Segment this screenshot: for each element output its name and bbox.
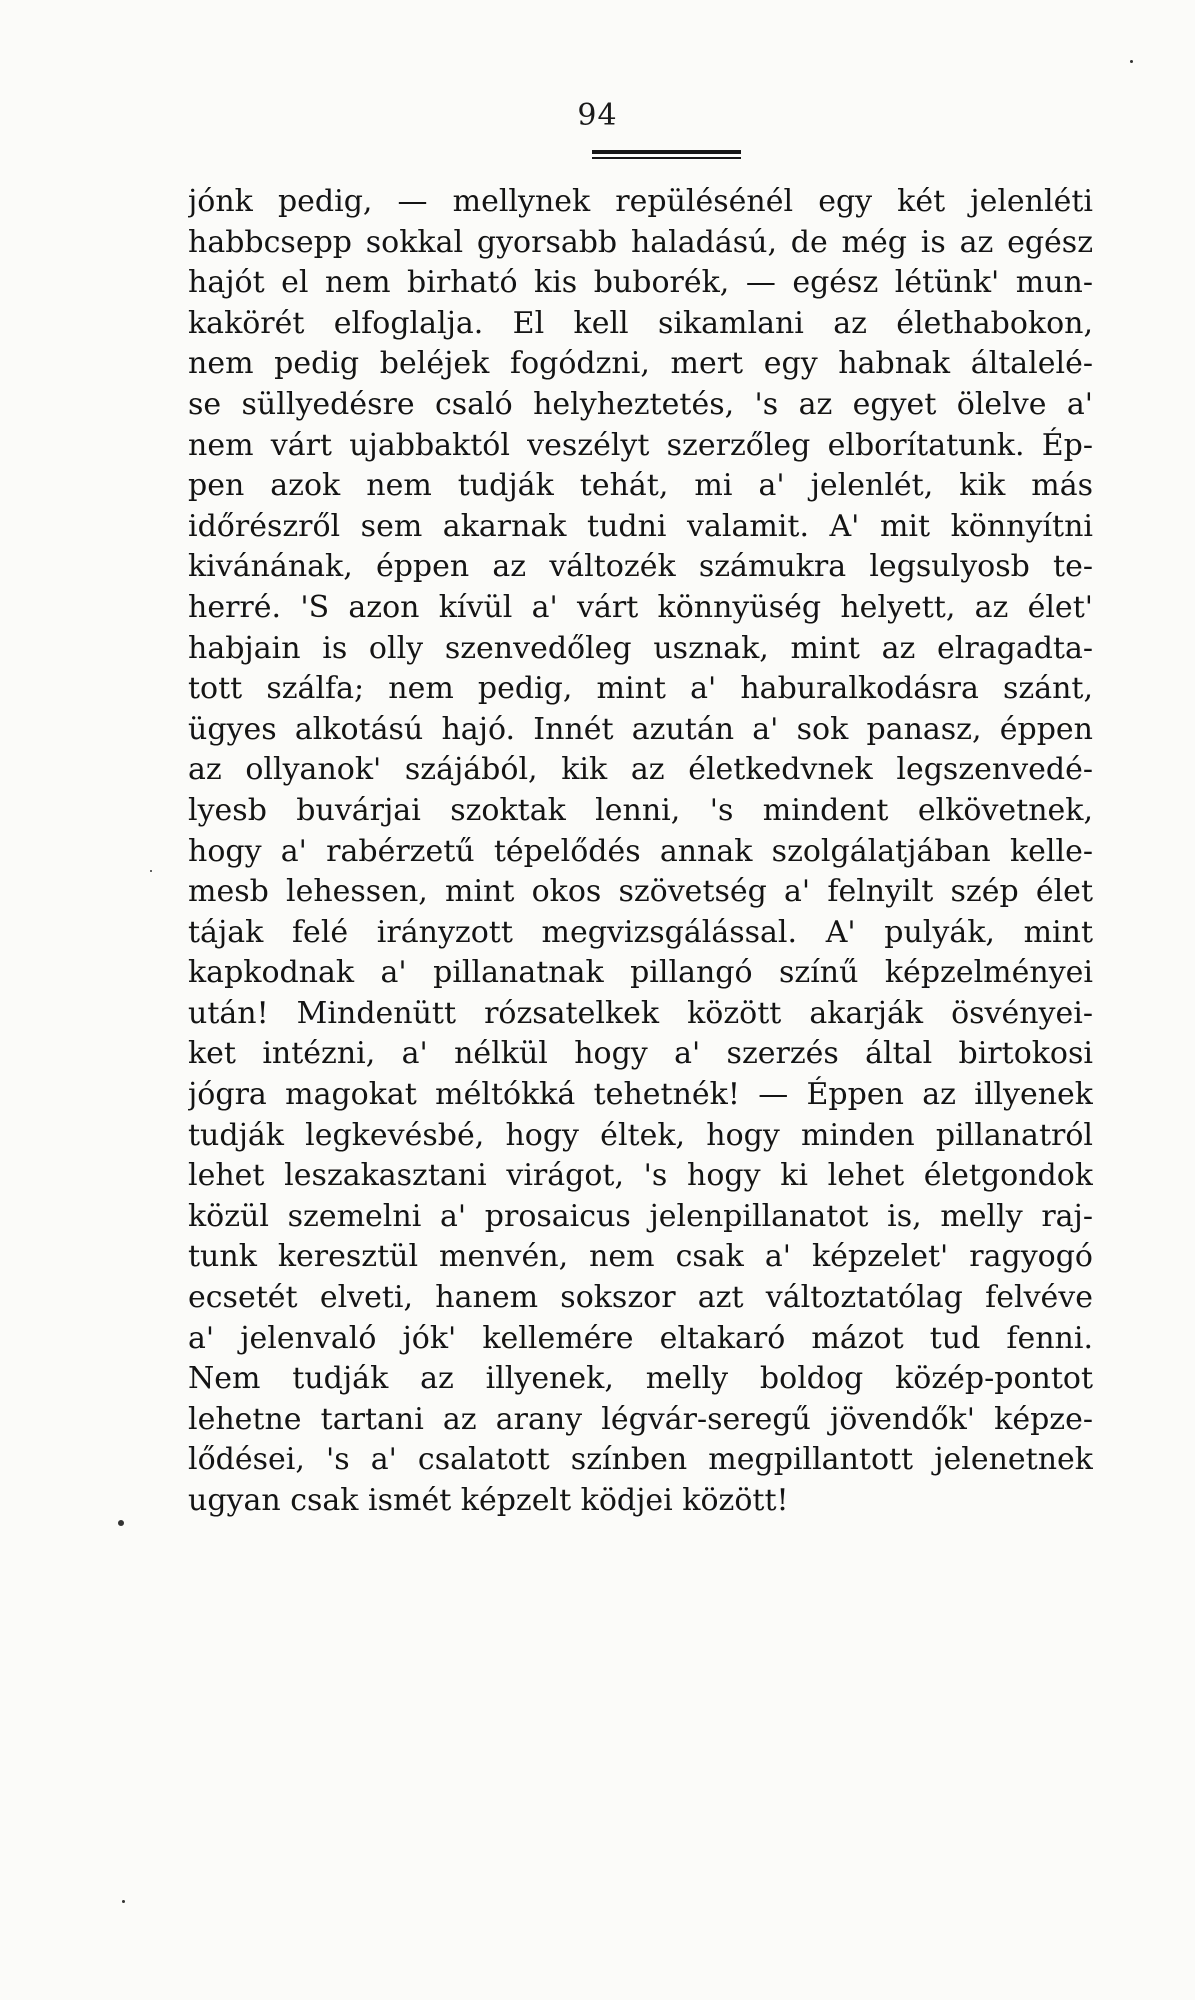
text-line: Nem tudják az illyenek, melly boldog közép-pontot xyxy=(188,1361,1093,1397)
text-line: hajót el nem birható kis buborék, — egész létünk' mun- xyxy=(188,265,1093,301)
text-line: ügyes alkotású hajó. Innét azután a' sok panasz, éppen xyxy=(188,711,1093,747)
text-line: habbcsepp sokkal gyorsabb haladású, de még is az egész xyxy=(188,224,1093,260)
text-line: nem pedig beléjek fogódzni, mert egy habnak általelé- xyxy=(188,346,1093,382)
text-line: tott szálfa; nem pedig, mint a' haburalkodásra szánt, xyxy=(188,671,1093,707)
text-line: jónk pedig, — mellynek repülésénél egy két jelenléti xyxy=(188,184,1093,219)
text-line: tájak felé irányzott megvizsgálással. A' pulyák, mint xyxy=(188,914,1093,950)
text-line: az ollyanok' szájából, kik az életkedvnek legszenvedé- xyxy=(188,752,1093,788)
text-line: lődései, 's a' csalatott színben megpillantott jelenetnek xyxy=(188,1442,1093,1478)
text-line: nem várt ujabbaktól veszélyt szerzőleg elborítatunk. Ép- xyxy=(188,427,1093,463)
paper-speck xyxy=(118,1520,124,1526)
text-line: ecsetét elveti, hanem sokszor azt változtatólag felvéve xyxy=(188,1280,1093,1316)
text-line-last: ugyan csak ismét képzelt ködjei között! xyxy=(188,1483,789,1518)
page-number: 94 xyxy=(577,98,618,133)
text-line: közül szemelni a' prosaicus jelenpillanatot is, melly raj- xyxy=(188,1198,1093,1234)
text-line: tunk keresztül menvén, nem csak a' képzelet' ragyogó xyxy=(188,1239,1093,1275)
text-line: ket intézni, a' nélkül hogy a' szerzés által birtokosi xyxy=(188,1036,1093,1072)
text-line: lehetne tartani az arany légvár-seregű jövendők' képze- xyxy=(188,1401,1093,1437)
text-line: lehet leszakasztani virágot, 's hogy ki lehet életgondok xyxy=(188,1158,1093,1194)
text-line: kivánának, éppen az változék számukra legsulyosb te- xyxy=(188,549,1093,585)
text-line: után! Mindenütt rózsatelkek között akarják ösvényei- xyxy=(188,995,1093,1031)
paper-speck xyxy=(122,1900,125,1903)
text-line: tudják legkevésbé, hogy éltek, hogy minden pillanatról xyxy=(188,1117,1093,1153)
text-line: habjain is olly szenvedőleg usznak, mint az elragadta- xyxy=(188,630,1093,666)
paper-speck xyxy=(1130,60,1133,63)
paper-speck xyxy=(150,870,152,872)
text-line: időrészről sem akarnak tudni valamit. A' mit könnyítni xyxy=(188,508,1093,544)
text-line: hogy a' rabérzetű tépelődés annak szolgálatjában kelle- xyxy=(188,833,1093,869)
text-line: se süllyedésre csaló helyheztetés, 's az egyet ölelve a' xyxy=(188,386,1093,422)
text-line: pen azok nem tudják tehát, mi a' jelenlét, kik más xyxy=(188,468,1093,504)
text-line: lyesb buvárjai szoktak lenni, 's mindent elkövetnek, xyxy=(188,792,1093,828)
text-line: a' jelenvaló jók' kellemére eltakaró mázot tud fenni. xyxy=(188,1320,1093,1356)
text-line: kapkodnak a' pillanatnak pillangó színű képzelményei xyxy=(188,955,1093,991)
text-line: herré. 'S azon kívül a' várt könnyüség helyett, az élet' xyxy=(188,589,1093,625)
text-line: jógra magokat méltókká tehetnék! — Éppen az illyenek xyxy=(188,1077,1093,1113)
text-line: kakörét elfoglalja. El kell sikamlani az élethabokon, xyxy=(188,305,1093,341)
header-rule xyxy=(592,150,741,164)
body-text xyxy=(188,182,1093,1522)
text-line: mesb lehessen, mint okos szövetség a' felnyilt szép élet xyxy=(188,874,1093,910)
